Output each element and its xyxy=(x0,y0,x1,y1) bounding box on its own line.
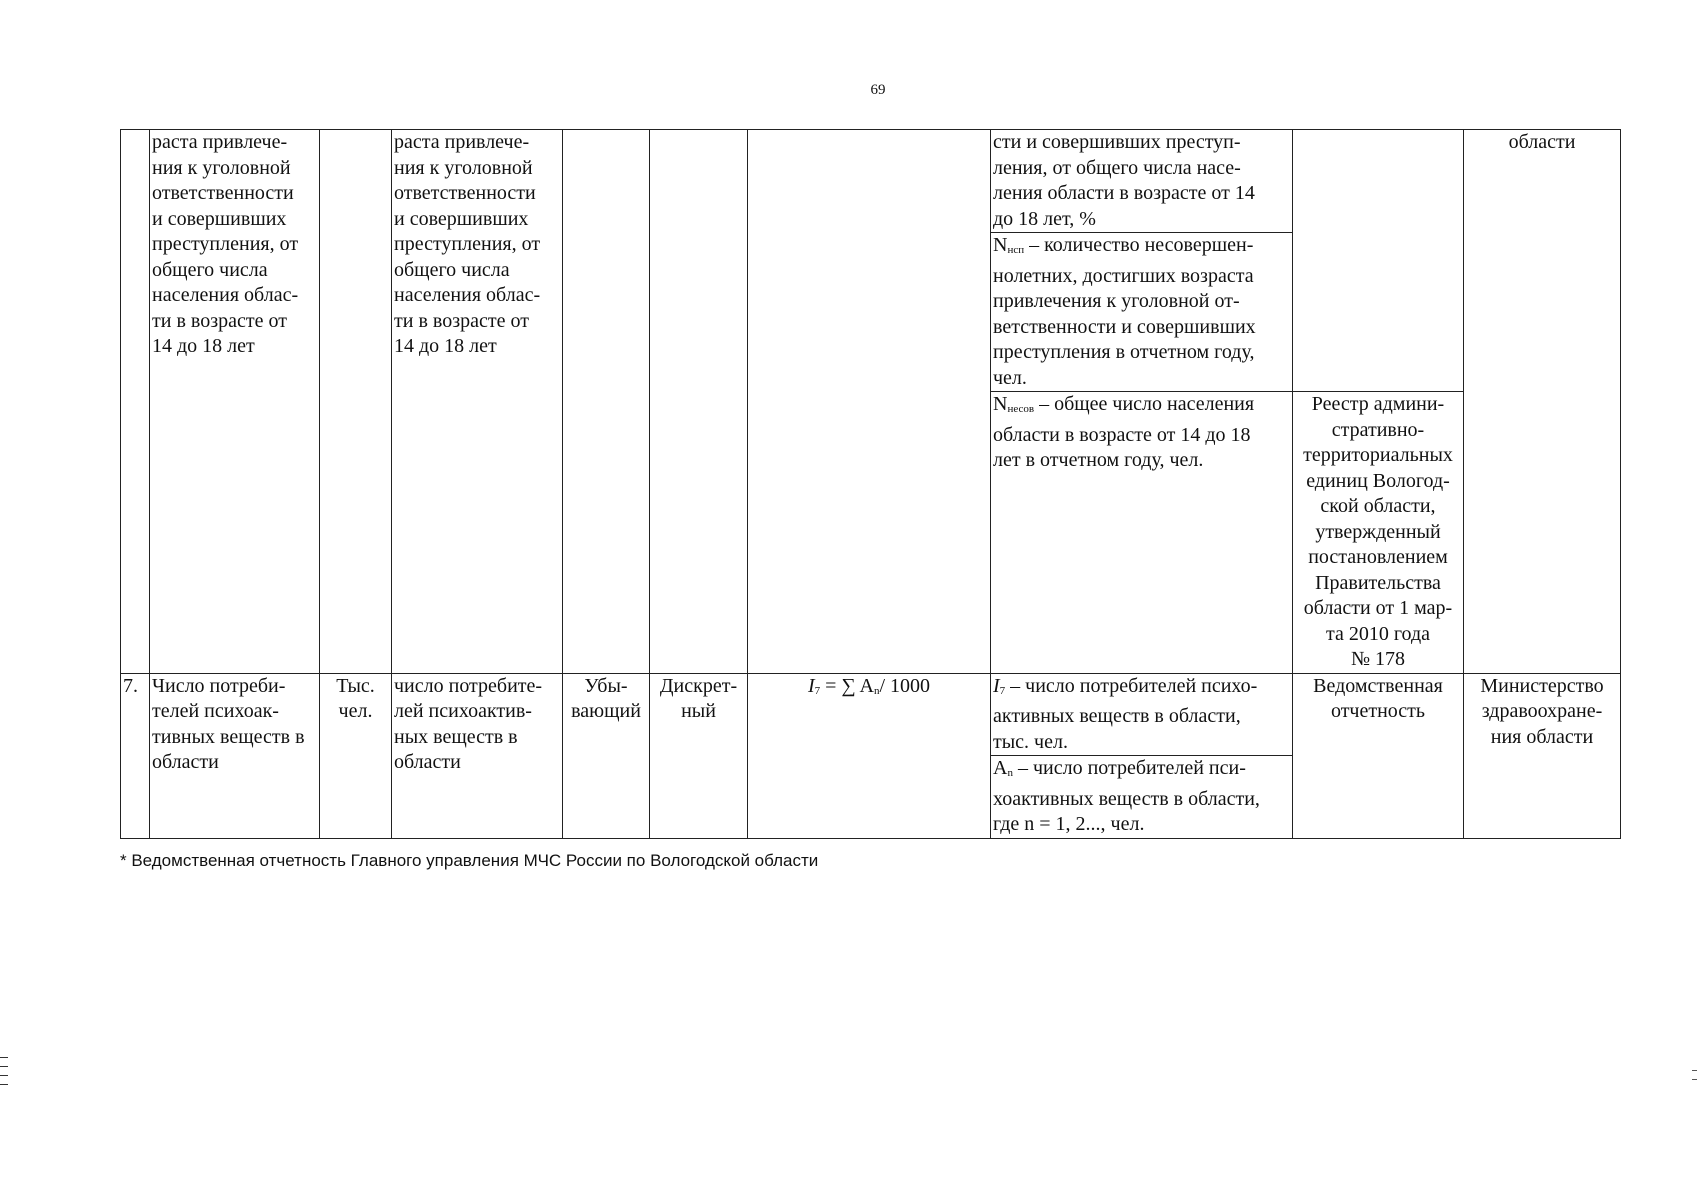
cell-variable-nnsp xyxy=(991,233,1293,392)
cell-row-number: 7. xyxy=(121,673,150,838)
var-subscript: нсп xyxy=(1007,244,1025,256)
var-subscript: 7 xyxy=(999,684,1006,697)
formula-end: / 1000 xyxy=(879,674,931,697)
cell-responsible: области xyxy=(1464,130,1621,674)
cell-number-empty xyxy=(121,130,150,674)
cell-trend: Убы- вающий xyxy=(563,673,650,838)
cell-formula xyxy=(748,673,991,838)
cell-variable-i7 xyxy=(991,673,1293,756)
indicators-table xyxy=(120,129,1621,839)
formula-rest: = ∑ A xyxy=(820,674,874,697)
var-subscript: n xyxy=(1007,767,1013,779)
cell-responsible: Министерство здравоохране- ния области xyxy=(1464,673,1621,838)
formula-sub2: n xyxy=(874,684,880,697)
cell-definition: число потребите- лей психоактив- ных веществ в области xyxy=(392,673,563,838)
cell-definition: раста привлече- ния к уголовной ответственности и совершивших преступления, от общего числа населения облас- ти в возрасте от 14 до 18 лет xyxy=(392,130,563,674)
cell-variable-nnesov xyxy=(991,392,1293,674)
cell-variable-description: сти и совершивших преступ- ления, от общего числа насе- ления области в возрасте от 14 до 18 лет, % xyxy=(991,130,1293,233)
cell-unit: Тыс. чел. xyxy=(320,673,392,838)
cell-source: Ведомственная отчетность xyxy=(1293,673,1464,838)
var-symbol: A xyxy=(993,757,1008,779)
table-row-continued-a xyxy=(121,130,1621,233)
var-text: – число потребителей психо- активных веществ в области, тыс. чел. xyxy=(993,674,1258,753)
var-symbol: N xyxy=(993,234,1008,256)
scan-margin-marks xyxy=(0,1057,8,1097)
cell-indicator-name: раста привлече- ния к уголовной ответственности и совершивших преступления, от общего числа населения облас- ти в возрасте от 14 до 18 лет xyxy=(150,130,320,674)
var-symbol: I xyxy=(993,674,1000,697)
cell-source-registry: Реестр админи- стративно- территориальных единиц Вологод- ской области, утвержденный постановлением Правительства области от 1 мар- та 2010 года № 178 xyxy=(1293,392,1464,674)
var-symbol: N xyxy=(993,393,1008,415)
cell-trend-empty xyxy=(563,130,650,674)
cell-indicator-name: Число потреби- телей психоак- тивных веществ в области xyxy=(150,673,320,838)
var-text: – число потребителей пси- хоактивных веществ в области, где n = 1, 2..., чел. xyxy=(993,757,1260,835)
formula-var: I xyxy=(807,674,815,697)
cell-type: Дискрет- ный xyxy=(650,673,748,838)
cell-variable-an xyxy=(991,756,1293,839)
var-text: – количество несовершен- нолетних, достигших возраста привлечения к уголовной от- ветственности и совершивших преступления в отчетном году, чел. xyxy=(993,234,1256,389)
table-row-7a xyxy=(121,673,1621,756)
formula-sub: 7 xyxy=(814,684,821,697)
cell-unit-empty xyxy=(320,130,392,674)
var-text: – общее число населения области в возрасте от 14 до 18 лет в отчетном году, чел. xyxy=(993,393,1255,471)
cell-type-empty xyxy=(650,130,748,674)
scan-margin-marks-right xyxy=(1692,1070,1697,1090)
page-number: 69 xyxy=(870,82,886,98)
cell-formula-empty xyxy=(748,130,991,674)
var-subscript: несов xyxy=(1007,403,1035,415)
footnote: * Ведомственная отчетность Главного управления МЧС России по Вологодской области xyxy=(120,851,819,870)
cell-source-empty xyxy=(1293,130,1464,392)
